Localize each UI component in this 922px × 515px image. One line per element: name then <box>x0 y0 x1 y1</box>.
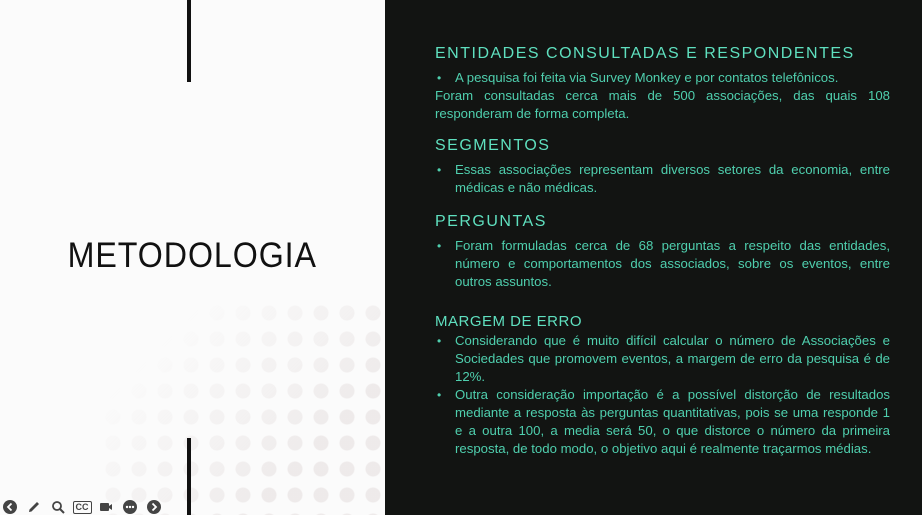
section-heading: MARGEM DE ERRO <box>435 313 583 330</box>
section-segmentos <box>435 137 890 197</box>
decorative-dot-pattern <box>100 300 385 515</box>
section-heading: ENTIDADES CONSULTADAS E RESPONDENTES <box>435 45 855 62</box>
bullet-list <box>435 332 890 458</box>
bullet-item: • Considerando que é muito difícil calcular o número de Associações e Sociedades que promovem eventos, a margem de erro da pesquisa é de 12%. <box>435 332 890 386</box>
captions-label: CC <box>73 501 92 514</box>
section-perguntas <box>435 213 890 291</box>
divider-line-top <box>187 0 191 82</box>
bullet-text: A pesquisa foi feita via Survey Monkey e por contatos telefônicos. <box>455 70 839 85</box>
camera-icon[interactable] <box>96 498 116 515</box>
section-paragraph: Foram consultadas cerca mais de 500 associações, das quais 108 responderam de forma completa. <box>435 88 890 121</box>
bullet-item <box>435 69 890 87</box>
back-icon[interactable] <box>0 498 20 515</box>
zoom-icon[interactable] <box>48 498 68 515</box>
more-icon[interactable] <box>120 498 140 515</box>
section-heading: SEGMENTOS <box>435 137 551 154</box>
section-heading: PERGUNTAS <box>435 213 547 230</box>
slide-right-panel <box>385 0 922 515</box>
presentation-toolbar <box>0 497 164 515</box>
captions-icon[interactable] <box>72 498 92 515</box>
bullet-item: • Outra consideração importação é a possível distorção de resultados mediante a resposta às perguntas quantitativas, pois se uma responde 1 e a outra 100, a media será 50, o que distorce o número da primeira resposta, de todo modo, o objetivo aqui é realmente traçarmos médias. <box>435 386 890 458</box>
slide-title: METODOLOGIA <box>67 236 317 275</box>
bullet-list <box>435 69 890 87</box>
section-margem-de-erro <box>435 313 890 458</box>
section-entidades <box>435 45 890 123</box>
divider-line-bottom <box>187 438 191 515</box>
bullet-list <box>435 161 890 197</box>
bullet-item: • Essas associações representam diversos setores da economia, entre médicas e não médicas. <box>435 161 890 197</box>
bullet-list <box>435 237 890 291</box>
forward-icon[interactable] <box>144 498 164 515</box>
pen-icon[interactable] <box>24 498 44 515</box>
bullet-item: • Foram formuladas cerca de 68 perguntas a respeito das entidades, número e comportamentos dos associados, sobre os eventos, entre outros assuntos. <box>435 237 890 291</box>
slide-left-panel <box>0 0 385 515</box>
